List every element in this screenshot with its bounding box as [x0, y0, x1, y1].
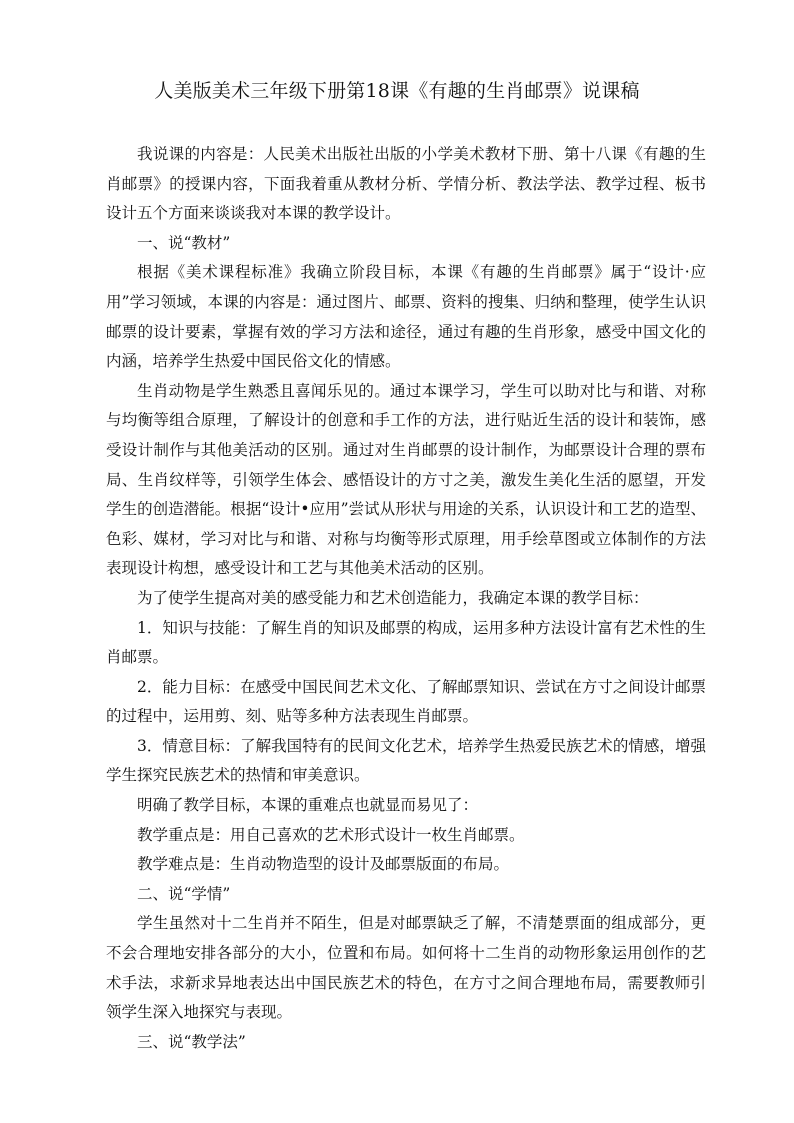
section-heading-methods: 三、说“教学法”	[137, 1032, 246, 1051]
paragraph-goals-intro: 为了使学生提高对美的感受能力和艺术创造能力，我确定本课的教学目标：	[137, 588, 649, 607]
paragraph-goal-ability: 2．能力目标：在感受中国民间艺术文化、了解邮票知识、尝试在方寸之间设计邮票的过程中，运用剪、刻、贴等多种方法表现生肖邮票。	[106, 677, 706, 726]
paragraph-teaching-difficulty: 教学难点是：生肖动物造型的设计及邮票版面的布局。	[137, 855, 510, 874]
document-title: 人美版美术三年级下册第18课《有趣的生肖邮票》说课稿	[154, 80, 640, 102]
section-heading-textbook: 一、说“教材”	[137, 233, 231, 252]
section-heading-students: 二、说“学情”	[137, 884, 231, 903]
paragraph-teaching-focus: 教学重点是：用自己喜欢的艺术形式设计一枚生肖邮票。	[137, 825, 525, 844]
paragraph-key-points-intro: 明确了教学目标，本课的重难点也就显而易见了：	[137, 796, 479, 815]
paragraph-textbook-content: 生肖动物是学生熟悉且喜闻乐见的。通过本课学习，学生可以助对比与和谐、对称与均衡等组合原理，了解设计的创意和手工作的方法，进行贴近生活的设计和装饰，感受设计制作与其他美活动的区别。通过对生肖邮票的设计制作，为邮票设计合理的票布局、生肖纹样等，引领学生体会、感悟设计的方寸之美，激发生美化生活的愿望，开发学生的创造潜能。根据“设计•应用”尝试从形状与用途的关系，认识设计和工艺的造型、色彩、媒材，学习对比与和谐、对称与均衡等形式原理，用手绘草图或立体制作的方法表现设计构想，感受设计和工艺与其他美术活动的区别。	[106, 381, 706, 578]
paragraph-goal-knowledge: 1．知识与技能：了解生肖的知识及邮票的构成，运用多种方法设计富有艺术性的生肖邮票。	[106, 618, 706, 667]
paragraph-textbook-standard: 根据《美术课程标准》我确立阶段目标，本课《有趣的生肖邮票》属于“设计·应用”学习领域，本课的内容是：通过图片、邮票、资料的搜集、归纳和整理，使学生认识邮票的设计要素，掌握有效的学习方法和途径，通过有趣的生肖形象，感受中国文化的内涵，培养学生热爱中国民俗文化的情感。	[106, 263, 706, 371]
document-body	[106, 140, 706, 1057]
paragraph-students: 学生虽然对十二生肖并不陌生，但是对邮票缺乏了解，不清楚票面的组成部分，更不会合理地安排各部分的大小，位置和布局。如何将十二生肖的动物形象运用创作的艺术手法，求新求异地表达出中国民族艺术的特色，在方寸之间合理地布局，需要教师引领学生深入地探究与表现。	[106, 914, 706, 1022]
paragraph-intro: 我说课的内容是：人民美术出版社出版的小学美术教材下册、第十八课《有趣的生肖邮票》的授课内容，下面我着重从教材分析、学情分析、教法学法、教学过程、板书设计五个方面来谈谈我对本课的教学设计。	[106, 145, 706, 223]
paragraph-goal-emotion: 3．情意目标：了解我国特有的民间文化艺术，培养学生热爱民族艺术的情感，增强学生探究民族艺术的热情和审美意识。	[106, 736, 706, 785]
